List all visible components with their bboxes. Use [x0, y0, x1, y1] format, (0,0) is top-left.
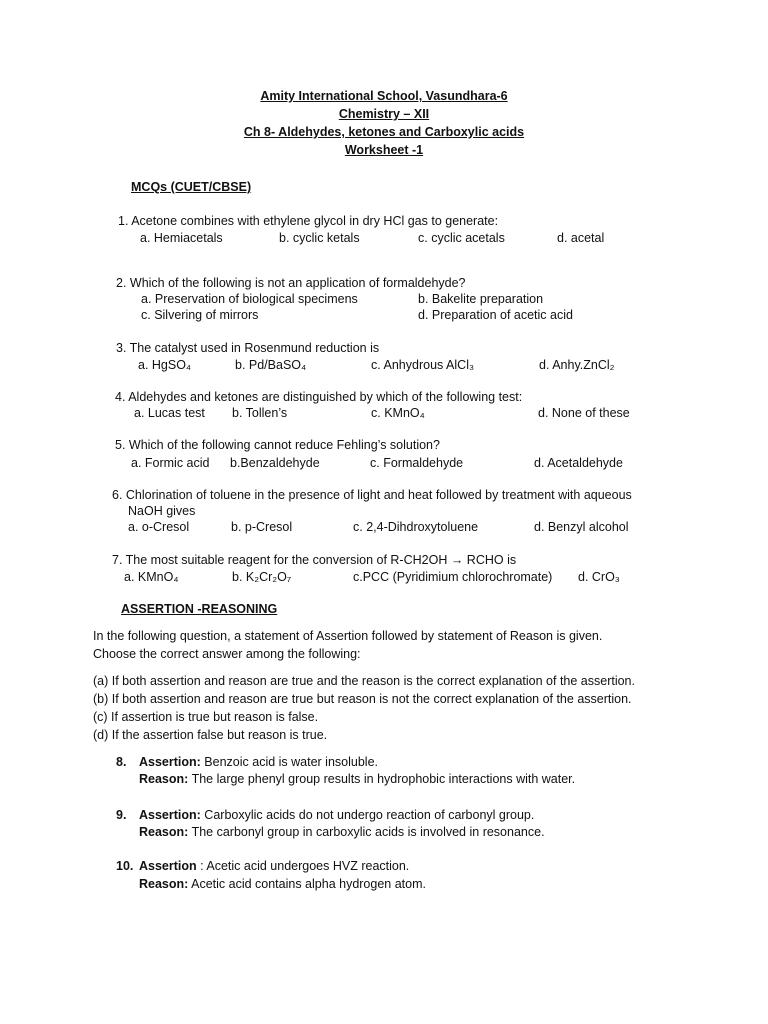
mcq-option: a. Hemiacetals [140, 231, 223, 245]
ar-intro-line: Choose the correct answer among the following: [93, 647, 361, 661]
mcq-option: d. CrO₃ [578, 570, 620, 584]
mcq-option: d. Acetaldehyde [534, 456, 623, 470]
mcq-option: a. Formic acid [131, 456, 210, 470]
mcq-question: 4. Aldehydes and ketones are distinguished by which of the following test: [115, 390, 523, 404]
chapter-title: Ch 8- Aldehydes, ketones and Carboxylic acids [243, 125, 525, 139]
mcq-option: c. Silvering of mirrors [141, 308, 259, 322]
assertion-text: Benzoic acid is water insoluble. [200, 755, 379, 769]
ar-item-number: 9. [116, 808, 127, 822]
ar-choice: (a) If both assertion and reason are true and the reason is the correct explanation of the assertion. [93, 674, 635, 688]
ar-intro-line: In the following question, a statement of Assertion followed by statement of Reason is given. [93, 629, 603, 643]
mcq-option: c. 2,4-Dihdroxytoluene [353, 520, 479, 534]
reason-text: The carbonyl group in carboxylic acids is involved in resonance. [188, 825, 545, 839]
mcq-option: d. Preparation of acetic acid [418, 308, 573, 322]
mcq-question: 3. The catalyst used in Rosenmund reduction is [116, 341, 380, 355]
mcq-question: 2. Which of the following is not an application of formaldehyde? [116, 276, 466, 290]
mcq-option: c. Anhydrous AlCl₃ [371, 358, 475, 372]
mcq-option: a. HgSO₄ [138, 358, 192, 372]
ar-assertion [139, 807, 534, 823]
mcq-option: c.PCC (Pyridimium chlorochromate) [353, 570, 553, 584]
mcq-option: b. cyclic ketals [279, 231, 360, 245]
mcq-option: c. cyclic acetals [418, 231, 505, 245]
mcq-question: 7. The most suitable reagent for the conversion of R-CH2OH → RCHO is [112, 553, 517, 567]
mcq-option: c. Formaldehyde [370, 456, 464, 470]
ar-reason [139, 824, 545, 840]
mcq-option: d. None of these [538, 406, 630, 420]
mcq-heading: MCQs (CUET/CBSE) [131, 180, 252, 194]
mcq-option: a. o-Cresol [128, 520, 190, 534]
mcq-option: d. Benzyl alcohol [534, 520, 629, 534]
ar-reason [139, 771, 575, 787]
mcq-option: b. Bakelite preparation [418, 292, 544, 306]
ar-choice: (b) If both assertion and reason are true but reason is not the correct explanation of the assertion. [93, 692, 632, 706]
mcq-question: 1. Acetone combines with ethylene glycol in dry HCl gas to generate: [118, 214, 499, 228]
assertion-label: Assertion: [139, 755, 201, 769]
mcq-option: a. Preservation of biological specimens [141, 292, 358, 306]
mcq-question: 6. Chlorination of toluene in the presence of light and heat followed by treatment with aqueous [112, 488, 632, 502]
mcq-option: a. KMnO₄ [124, 570, 179, 584]
reason-text: The large phenyl group results in hydrophobic interactions with water. [188, 772, 576, 786]
reason-label: Reason: [139, 877, 189, 891]
ar-assertion [139, 858, 409, 874]
assertion-text: Carboxylic acids do not undergo reaction of carbonyl group. [200, 808, 535, 822]
reason-label: Reason: [139, 825, 189, 839]
mcq-option: b. K₂Cr₂O₇ [232, 570, 292, 584]
mcq-option: a. Lucas test [134, 406, 205, 420]
mcq-option: b.Benzaldehyde [230, 456, 320, 470]
mcq-option: b. Pd/BaSO₄ [235, 358, 307, 372]
mcq-option: c. KMnO₄ [371, 406, 425, 420]
subject-title: Chemistry – XII [338, 107, 430, 121]
mcq-option: d. acetal [557, 231, 605, 245]
ar-item-number: 10. [116, 859, 134, 873]
assertion-label: Assertion [139, 859, 197, 873]
ar-choice: (c) If assertion is true but reason is false. [93, 710, 319, 724]
mcq-question-cont: NaOH gives [128, 504, 196, 518]
reason-text: Acetic acid contains alpha hydrogen atom. [188, 877, 426, 891]
assertion-text: : Acetic acid undergoes HVZ reaction. [196, 859, 410, 873]
ar-heading: ASSERTION -REASONING [121, 602, 278, 616]
ar-assertion [139, 754, 378, 770]
worksheet-title: Worksheet -1 [344, 143, 424, 157]
ar-item-number: 8. [116, 755, 127, 769]
mcq-question: 5. Which of the following cannot reduce Fehling’s solution? [115, 438, 440, 452]
ar-reason [139, 876, 426, 892]
ar-choice: (d) If the assertion false but reason is true. [93, 728, 328, 742]
school-name: Amity International School, Vasundhara-6 [260, 89, 508, 103]
reason-label: Reason: [139, 772, 189, 786]
assertion-label: Assertion: [139, 808, 201, 822]
mcq-option: b. Tollen’s [232, 406, 288, 420]
mcq-option: b. p-Cresol [231, 520, 293, 534]
mcq-option: d. Anhy.ZnCl₂ [539, 358, 615, 372]
